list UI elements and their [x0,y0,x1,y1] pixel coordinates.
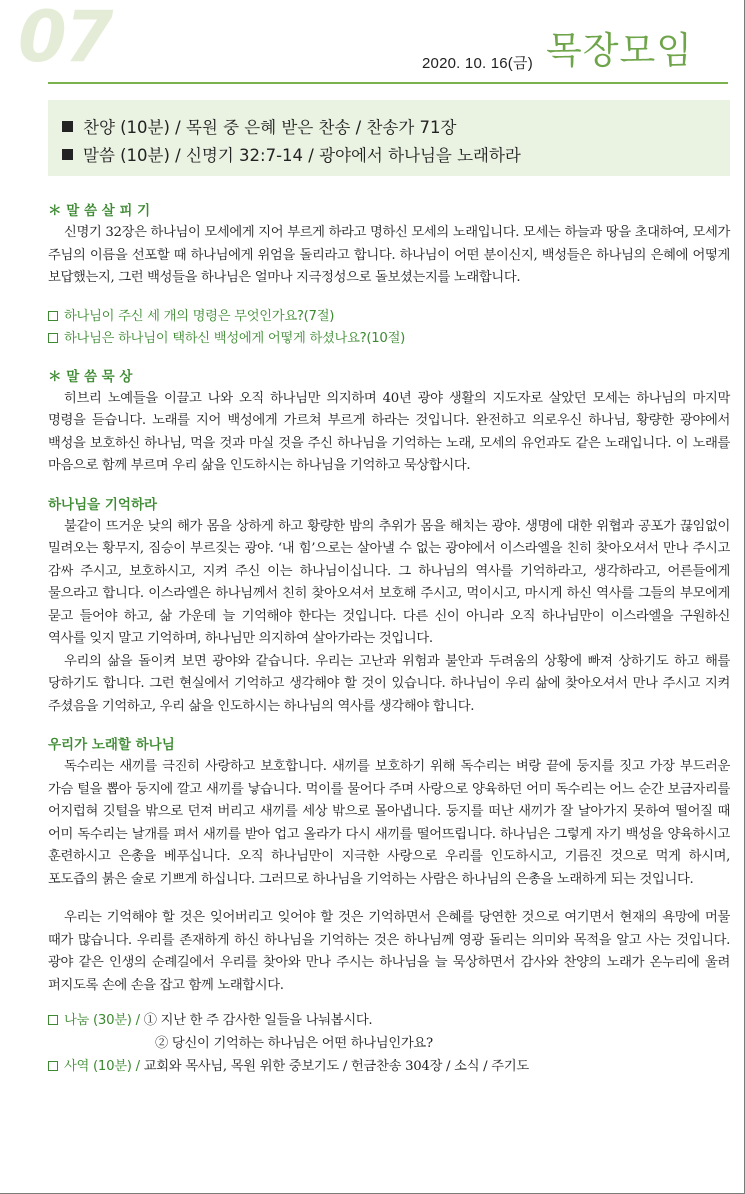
observe-paragraph [48,222,730,290]
remember-body-1: 불같이 뜨거운 낮의 해가 몸을 상하게 하고 황량한 밤의 추위가 몸을 해치는 광야. 생명에 대한 위협과 공포가 끊임없이 밀려오는 황무지, 짐승이 부르짖는 광야. ‘내 힘’으로는 살아낼 수 없는 광야에서 이스라엘을 친히 찾아오셔서 만나 주시고 감싸 주시고, 보호하시고, 지켜 주신 이는 하나님이십니다. 그 하나님의 역사를 기억하라고, 생각하라고, 어른들에게 물으라고 합니다. 이스라엘은 하나님께서 친히 찾아오셔서 보호해 주시고, 먹이시고, 마시게 하신 역사를 그들의 부모에게 묻고 들어야 하고, 삶 가운데 늘 기억해야 한다는 것입니다. 다른 신이 아니라 오직 하나님만이 이스라엘을 구원하신 역사를 잊지 말고 기억하며, 하나님만 의지하여 살아가라는 것입니다. [48,518,730,646]
sharing-line-2 [48,1032,730,1055]
observe-body: 신명기 32장은 하나님이 모세에게 지어 부르게 하라고 명하신 모세의 노래입니다. 모세는 하늘과 땅을 초대하여, 모세가 주님의 이름을 선포할 때 하나님에게 위엄을 돌리라고 합니다. 하나님이 어떤 분이신지, 백성들은 하나님의 은혜에 어떻게 보답했는지, 그런 백성들을 하나님은 얼마나 지극정성으로 돌보셨는지를 노래합니다. [48,225,730,285]
ministry-label: 사역 (10분) / [64,1059,140,1074]
sing-body-1: 독수리는 새끼를 극진히 사랑하고 보호합니다. 새끼를 보호하기 위해 독수리는 벼랑 끝에 둥지를 짓고 가장 부드러운 가슴 털을 뽑아 둥지에 깔고 새끼를 낳습니다. 먹이를 물어다 주며 사랑으로 양육하던 어미 독수리는 어느 순간 보금자리를 어지럽혀 깃털을 밖으로 던져 버리고 새끼를 세상 밖으로 몰아냅니다. 둥지를 떠난 새끼가 잘 날아가지 못하여 떨어질 때 어미 독수리는 날개를 펴서 새끼를 받아 업고 올라가 다시 새끼를 떨어뜨립니다. 하나님은 그렇게 자기 백성을 양육하시고 훈련하시고 은총을 베푸십니다. 오직 하나님만이 지극한 사랑으로 우리를 인도하시고, 기름진 것으로 먹게 하시며, 포도즙의 붉은 술로 기쁘게 하십니다. 그러므로 하나님을 기억하는 사람은 하나님의 은총을 노래하게 되는 것입니다. [48,759,730,887]
summary-word [62,140,730,168]
summary-praise-text: 찬양 (10분) / 목원 중 은혜 받은 찬송 / 찬송가 71장 [83,118,457,137]
ministry-line [48,1055,730,1078]
remember-paragraph-2 [48,651,730,719]
summary-praise [62,112,730,140]
checkbox-square-icon [48,1061,58,1071]
sing-paragraph-1 [48,756,730,891]
main-content [48,200,730,1078]
sharing-label: 나눔 (30분) / [64,1013,140,1028]
header-divider [48,82,728,84]
section-heading-sing: 우리가 노래할 하나님 [48,737,175,753]
checkbox-square-icon [48,333,58,343]
square-bullet-icon [62,149,73,160]
question-item [48,328,730,350]
question-text: 하나님은 하나님이 택하신 백성에게 어떻게 하셨나요?(10절) [64,330,406,346]
section-heading-remember: 하나님을 기억하라 [48,496,158,513]
sing-paragraph-2 [48,907,730,997]
sharing-item: ① 지난 한 주 감사한 일들을 나눠봅시다. [143,1013,373,1028]
checkbox-square-icon [48,311,58,321]
page-title: 목장모임 [546,29,693,72]
sharing-line [48,1009,730,1032]
section-heading-observe: ＊ 말 씀 살 피 기 [48,203,151,219]
meditate-paragraph [48,388,730,478]
meeting-date: 2020. 10. 16(금) [422,55,533,72]
summary-word-text: 말씀 (10분) / 신명기 32:7-14 / 광야에서 하나님을 노래하라 [83,146,521,165]
summary-box [48,100,730,176]
checkbox-square-icon [48,1015,58,1025]
sharing-item: ② 당신이 기억하는 하나님은 어떤 하나님인가요? [155,1036,433,1051]
square-bullet-icon [62,121,73,132]
question-text: 하나님이 주신 세 개의 명령은 무엇인가요?(7절) [64,308,335,324]
remember-body-2: 우리의 삶을 돌이켜 보면 광야와 같습니다. 우리는 고난과 위험과 불안과 두려움의 상황에 빠져 상하기도 하고 해를 당하기도 합니다. 그런 현실에서 기억하고 생각해야 할 것이 있습니다. 하나님이 우리 삶에 찾아오셔서 만나 주시고 지켜 주셨음을 기억하고, 우리 삶을 인도하시는 하나님의 역사를 생각해야 합니다. [48,653,730,714]
meditate-body: 히브리 노예들을 이끌고 나와 오직 하나님만 의지하며 40년 광야 생활의 지도자로 살았던 모세는 하나님의 마지막 명령을 듣습니다. 노래를 지어 백성에게 가르쳐 부르게 하라는 것입니다. 완전하고 의로우신 하나님, 황량한 광야에서 백성을 보호하신 하나님, 먹을 것과 마실 것을 주신 하나님을 기억하는 노래, 모세의 유언과도 같은 노래입니다. 이 노래를 마음으로 함께 부르며 우리 삶을 인도하시는 하나님을 기억하고 묵상합시다. [48,390,730,473]
question-item [48,306,730,328]
section-heading-meditate: ＊ 말 씀 묵 상 [48,368,133,385]
page-number: 07 [18,0,112,78]
sing-body-2: 우리는 기억해야 할 것은 잊어버리고 잊어야 할 것은 기억하면서 은혜를 당연한 것으로 여기면서 현재의 욕망에 머물 때가 많습니다. 우리를 존재하게 하신 하나님을 기억하는 것은 하나님께 영광 돌리는 의미와 목적을 알고 사는 것입니다. 광야 같은 인생의 순례길에서 우리를 찾아와 만나 주시는 하나님을 늘 묵상하면서 감사와 찬양의 노래가 온누리에 울려 퍼지도록 손에 손을 잡고 함께 노래합시다. [48,910,730,993]
ministry-text: 교회와 목사님, 목원 위한 중보기도 / 헌금찬송 304장 / 소식 / 주기도 [143,1059,529,1074]
remember-paragraph-1 [48,516,730,651]
